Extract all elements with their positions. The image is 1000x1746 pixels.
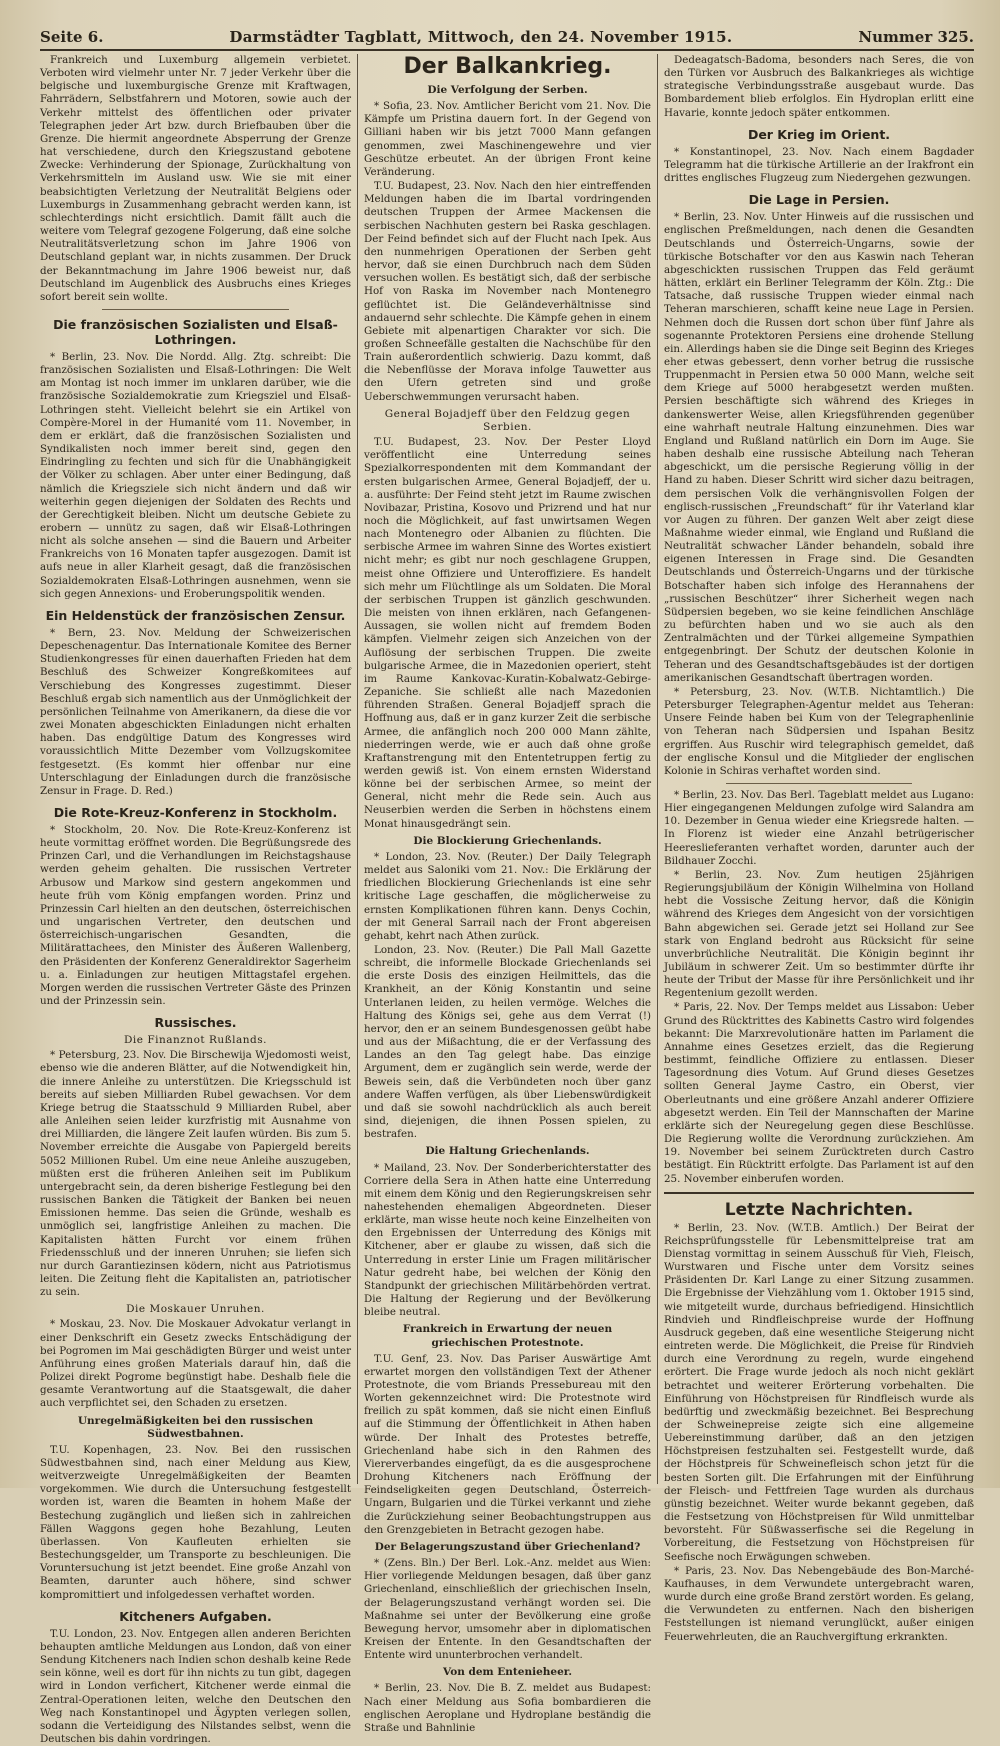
- masthead: [40, 26, 974, 51]
- article-subheading: Frankreich in Erwartung der neuen griechischen Protestnote.: [402, 1323, 613, 1349]
- section-divider: [664, 1192, 974, 1194]
- article-text: * Berlin, 23. Nov. Zum heutigen 25jährigen Regierungsjubiläum der Königin Wilhelmina von Holland hebt die Vossische Zeitung hervor, daß die Königin während des Krieges dem Angesicht von der vorsichtigen Bahn abgewichen sei. Gerade jetzt sei Holland zur See stark von England bedroht aus Rücksicht für seine unverbrüchliche Neutralität. Die Königin beginnt ihr Jubiläum in schwerer Zeit. Um so bestimmter dürfte ihr heute der Tribut der Masse für ihre Persönlichkeit und ihr Regentenium gezollt werden.: [664, 868, 974, 1000]
- article-heading: Die französischen Sozialisten und Elsaß-Lothringen.: [53, 316, 338, 347]
- newspaper-title: Darmstädter Tagblatt, Mittwoch, den 24. November 1915.: [229, 28, 733, 46]
- divider: [726, 783, 912, 784]
- article-subheading: Die Finanznot Rußlands.: [124, 1034, 267, 1047]
- article-heading: Ein Heldenstück der französischen Zensur.: [45, 607, 346, 623]
- article-text: * Berlin, 23. Nov. Das Berl. Tageblatt meldet aus Lugano: Hier eingegangenen Meldungen zufolge wird Salandra am 10. Dezember in Genua wieder eine Kriegsrede halten. — In Florenz ist wieder eine Anzahl betrügerischer Heereslieferanten verhaftet worden, darunter auch der Bildhauer Zocchi.: [664, 788, 974, 867]
- article-text: * Sofia, 23. Nov. Amtlicher Bericht vom 21. Nov. Die Kämpfe um Pristina dauern fort. In der Gegend von Gilliani haben wir bis jetzt 7000 Mann gefangen genommen, zwei Maschinengewehre und vier Geschütze erbeutet. An der übrigen Front keine Veränderung.: [364, 100, 651, 178]
- article-text: * Berlin, 23. Nov. (W.T.B. Amtlich.) Der Beirat der Reichsprüfungsstelle für Lebensmittelpreise trat am Dienstag vormittag in seinem Ausschuß für Vieh, Fleisch, Wurstwaren und Fische unter dem Vorsitz seines Präsidenten Dr. Karl Lange zu einer Sitzung zusammen. Die Ergebnisse der Viehzählung vom 1. Oktober 1915 sind, wie mitgeteilt wurde, durchaus befriedigend. Hinsichtlich Rindvieh und Rindfleischpreise wurde der Hoffnung Ausdruck gegeben, daß eine wesentliche Steigerung nicht eintreten werde. Die Möglichkeit, die Preise für Rindvieh durch eine Verordnung zu regeln, wurde eingehend erörtert. Die Frage wurde jedoch als noch nicht geklärt betrachtet und weiterer Erörterung vorbehalten. Die Einführung von Höchstpreisen für Rindfleisch wurde als bedürftig und zweckmäßig bezeichnet. Bei Besprechung der Schweinepreise zeigte sich eine allgemeine Uebereinstimmung darüber, daß an den jetzigen Höchstpreisen festzuhalten sei. Festgestellt wurde, daß der Höchstpreis für Schweinefleisch schon jetzt für die besten Sorten gilt. Die Erfahrungen mit der Einführung der Fleisch- und Fettfreien Tage wurden als durchaus günstig bezeichnet. Weiter wurde bekannt gegeben, daß die Festsetzung von Höchstpreisen für Wild unmittelbar bevorsteht. Für Süßwasserfische sei die Regelung in Vorbereitung, die Festsetzung von Höchstpreisen für Seefische noch Erwägungen schweben.: [664, 1221, 974, 1563]
- article-text: * Paris, 23. Nov. Das Nebengebäude des Bon-Marché-Kaufhauses, in dem Verwundete untergebracht waren, wurde durch eine große Brand zerstört worden. Es gelang, die Verwundeten zu entfernen. Nach den bisherigen Feststellungen ist niemand verunglückt, außer einigen Feuerwehrleuten, die an Rauchvergiftung erkrankten.: [664, 1564, 974, 1643]
- article-subheading: Die Moskauer Unruhen.: [126, 1303, 265, 1316]
- article-subheading: Von dem Entenieheer.: [443, 1666, 572, 1679]
- article-text: * Konstantinopel, 23. Nov. Nach einem Bagdader Telegramm hat die türkische Artillerie an der Irakfront ein drittes englisches Flugzeug zum Niedergehen gezwungen.: [664, 145, 974, 185]
- article-text: * Petersburg, 23. Nov. (W.T.B. Nichtamtlich.) Die Petersburger Telegraphen-Agentur meldet aus Teheran: Unsere Feinde haben bei Kum von der Telegraphenlinie von Teheran nach Südpersien und Ispahan Besitz ergriffen. Aus Ruschir wird telegraphisch gemeldet, daß der englische Konsul und die Mitglieder der englischen Kolonie in Schiras verhaftet worden sind.: [664, 685, 974, 777]
- article-text: * Moskau, 23. Nov. Die Moskauer Advokatur verlangt in einer Denkschrift ein Gesetz zwecks Entschädigung der bei Pogromen im Mai geschädigten Bürger und weist unter Anführung eines großen Materials darauf hin, daß die Polizei direkt Pogrome begünstigt habe. Deshalb fiele die gesamte Verantwortung auf die Staatsgewalt, die daher auch verpflichtet sei, den Schaden zu ersetzen.: [40, 1318, 351, 1410]
- article-text: T.U. Budapest, 23. Nov. Nach den hier eintreffenden Meldungen haben die im Ibartal vordringenden deutschen Truppen der Armee Mackensen die serbischen Nachhuten gestern bei Raska geschlagen. Der Feind befindet sich auf der Flucht nach Ipek. Aus den nunmehrigen Operationen der Serben geht hervor, daß sie einen Durchbruch nach dem Süden versuchen wollen. Es bestätigt sich, daß der serbische Hof von Raska im November nach Montenegro geflüchtet ist. Die Geländeverhältnisse sind andauernd sehr schlechte. Die Kämpfe gehen in einem Gebiete mit alpenartigen Charakter vor sich. Die großen Schneefälle gestalten die Nachschübe für den Train außerordentlich schwierig. Dazu kommt, daß die Nebenflüsse der Morava infolge Tauwetter aus den Ufern getreten sind und große Ueberschwemmungen verursacht haben.: [364, 180, 651, 403]
- article-subheading: Die Blockierung Griechenlands.: [413, 834, 602, 847]
- column-2: [358, 54, 658, 1734]
- article-text: * (Zens. Bln.) Der Berl. Lok.-Anz. meldet aus Wien: Hier vorliegende Meldungen besagen, daß über ganz Griechenland, einschließlich der griechischen Inseln, der Belagerungszustand verhängt worden sei. Die Maßnahme sei unter der Bevölkerung eine große Bewegung hervor, umsomehr aber in diplomatischen Kreisen der Entente. In den Gesandtschaften der Entente wird ununterbrochen verhandelt.: [364, 1557, 651, 1662]
- columns: [40, 54, 974, 1745]
- article-text: * Mailand, 23. Nov. Der Sonderberichterstatter des Corriere della Sera in Athen hatte eine Unterredung mit einem dem König und den Regierungskreisen sehr nahestehenden ehemaligen Abgeordneten. Dieser erklärte, man wisse heute noch keine Einzelheiten von den Ergebnissen der Unterredung des Königs mit Kitchener, aber er glaube zu wissen, daß sich die Unterredung in erster Linie um Fragen militärischer Natur gedreht habe, bei welchen der König den Standpunkt der griechischen Militärbehörden vertrat. Die Haltung der Regierung und der Bevölkerung bleibe neutral.: [364, 1161, 651, 1319]
- article-text: * Petersburg, 23. Nov. Die Birschewija Wjedomosti weist, ebenso wie die anderen Blätter, auf die Notwendigkeit hin, die innere Anleihe zu unterstützen. Die Kriegsschuld ist bereits auf sieben Milliarden Rubel gewachsen. Vor dem Kriege betrug die Staatsschuld 9 Milliarden Rubel, aber alle Anleihen seien leider kurzfristig mit Ausnahme von drei Milliarden, die längere Zeit laufen würden. Bis zum 5. November erreichte die Ausgabe von Papiergeld bereits 5052 Millionen Rubel. Um eine neue Anleihe auszugeben, müßten erst die früheren Anleihen seit im Publikum untergebracht sein, da deren bisherige Festlegung bei den russischen Banken die Tätigkeit der Banken bei neuen Emissionen hemme. Das seien die Gründe, weshalb es unmöglich sei, langfristige Anleihen zu machen. Die Kapitalisten hätten Furcht vor einem frühen Friedensschluß und der inneren Unruhen; sie liefen sich nur durch Garantiezinsen ködern, nicht aus Patriotismus leiten. Die Zeitung fleht die Kapitalisten an, patriotischer zu sein.: [40, 1049, 351, 1299]
- article-heading: Die Rote-Kreuz-Konferenz in Stockholm.: [53, 804, 338, 820]
- article-text: * Stockholm, 20. Nov. Die Rote-Kreuz-Konferenz ist heute vormittag eröffnet worden. Die Begrüßungsrede des Prinzen Carl, und die Verhandlungen im Reichstagshause werden geheim gehalten. Die russischen Vertreter Arbusow und Markow sind gestern angekommen und heute früh vom König empfangen worden. Prinz und Prinzessin Carl hielten an den deutschen, österreichischen und ungarischen Vertreter, den deutschen und österreichisch-ungarischen Gesandten, die Militärattachees, den Minister des Äußeren Wallenberg, den Präsidenten der Konferenz Generaldirektor Sagerheim u. a. Einladungen zur heutigen Mittagstafel ergehen. Morgen werden die russischen Vertreter Gäste des Prinzen und der Prinzessin sein.: [40, 823, 351, 1007]
- article-subheading: Die Verfolgung der Serben.: [427, 84, 588, 96]
- page-number: Seite 6.: [40, 28, 104, 46]
- divider: [102, 309, 289, 310]
- article-heading: Kitcheners Aufgaben.: [119, 1608, 272, 1624]
- article-text: T.U. Kopenhagen, 23. Nov. Bei den russischen Südwestbahnen sind, nach einer Meldung aus Kiew, weitverzweigte Unregelmäßigkeiten der Beamten vorgekommen. Wie durch die Untersuchung festgestellt worden ist, waren die Beamten in hohem Maße der Bestechung zugänglich und ließen sich in zahlreichen Fällen Waggons gegen hohe Bezahlung, Leuten überlassen. Von Kaufleuten erhielten sie Bestechungsgelder, um Transporte zu beschleunigen. Die Voruntersuchung ist jetzt beendet. Eine große Anzahl von Beamten, darunter auch höhere, sind schwer kompromittiert und infolgedessen verhaftet worden.: [40, 1443, 351, 1601]
- article-text: * Berlin, 23. Nov. Die B. Z. meldet aus Budapest: Nach einer Meldung aus Sofia bombardieren die englischen Aeroplane und Hydroplane beständig die Straße und Bahnlinie: [364, 1682, 651, 1734]
- article-text: Dedeagatsch-Badoma, besonders nach Seres, die von den Türken vor Ausbruch des Balkankrieges als wichtige strategische Verbindungsstraße ausgebaut wurde. Das Bombardement blieb erfolglos. Ein Hydroplan erlitt eine Havarie, konnte jedoch später entkommen.: [664, 54, 974, 119]
- article-text: * Paris, 22. Nov. Der Temps meldet aus Lissabon: Ueber Grund des Rücktrittes des Kabinetts Castro wird folgendes bekannt: Die Marxrevolutionäre hatten im Parlament die Annahme eines Gesetzes erzielt, das die Regierung bestimmt, feindliche Offiziere zu entlassen. Dieser Tagesordnung dies Votum. Auf Grund dieses Gesetzes sollten General Jayme Castro, ein Oberst, vier Oberleutnants und eine größere Anzahl anderer Offiziere abgesetzt werden. Ein Teil der Mannschaften der Marine erklärte sich der Neuregelung gegen diese Beschlüsse. Die Regierung wollte die Verordnung zurückziehen. Am 19. November bei seinem Zurücktreten durch Castro bestätigt. Ein Rücktritt erfolgte. Das Parlament ist auf den 25. November einberufen worden.: [664, 1001, 974, 1185]
- section-title: Der Balkankrieg.: [403, 54, 612, 79]
- issue-number: Nummer 325.: [858, 28, 974, 46]
- article-text: * London, 23. Nov. (Reuter.) Der Daily Telegraph meldet aus Saloniki vom 21. Nov.: Die Erklärung der friedlichen Blockierung Griechenlands ist eine sehr kritische Lage geschaffen, die möglicherweise zu ernsten Komplikationen führen kann. Denys Cochin, der mit General Sarrail nach der Front abgereisen gehabt, kehrt nach Athen zurück.: [364, 850, 651, 942]
- article-text: * Berlin, 23. Nov. Die Nordd. Allg. Ztg. schreibt: Die französischen Sozialisten und Elsaß-Lothringen: Die Welt am Montag ist noch immer im unklaren darüber, wie die französische Sozialdemokratie zum Kriegsziel und Elsaß-Lothringen steht. Vielleicht belehrt sie ein Artikel von Compère-Morel in der Humanité vom 11. November, in dem er erklärt, daß die französischen Sozialisten und Syndikalisten noch immer bereit sind, gegen den Eindringling zu fechten und sich für die Unabhängigkeit der Völker zu schlagen. Aber unter einer Bedingung, daß nämlich die Kriegsziele sich nicht ändern und daß wir weiterhin gegen diejenigen der Soldaten des Rechts und der Gerechtigkeit bleiben. Nicht um deutsche Gebiete zu erobern — unnütz zu sagen, daß wir Elsaß-Lothringen nicht als solche ansehen — sind die Bauern und Arbeiter Frankreichs von 16 Monaten tapfer ausgezogen. Damit ist aufs neue in aller Klarheit gesagt, daß die französischen Sozialdemokraten Elsaß-Lothringen ausnehmen, wenn sie sich gegen Annexions- und Eroberungspolitik wenden.: [40, 350, 351, 600]
- article-text: * Bern, 23. Nov. Meldung der Schweizerischen Depeschenagentur. Das Internationale Komitee des Berner Studienkongresses für einen dauerhaften Frieden hat dem Beschluß des Schweizer Kongreßkomitees auf Verschiebung des Kongresses zugestimmt. Dieser Beschluß ergab sich namentlich aus der Unmöglichkeit der persönlichen Teilnahme von Amerikanern, da diese die vor zwei Monaten abgeschickten Einladungen nicht erhalten haben. Das endgültige Datum des Kongresses wird voraussichtlich Mitte Dezember vom Vollzugskomitee festgesetzt. (Es kommt hier offenbar nur eine Unterschlagung der Einladungen durch die französische Zensur in Frage. D. Red.): [40, 626, 351, 797]
- article-subheading: Die Haltung Griechenlands.: [425, 1145, 590, 1158]
- article-text: Frankreich und Luxemburg allgemein verbietet. Verboten wird vielmehr unter Nr. 7 jeder Verkehr über die belgische und luxemburgische Grenze mit Kraftwagen, Fahrrädern, Selbstfahrern und Motoren, sowie auch der Verkehr mittelst des öffentlichen oder privater Telegraphen jeder Art bzw. durch Briefbauben über die Grenze. Die hiermit angeordnete Absperrung der Grenze hat verschiedene, durch den Kriegszustand gebotene Zwecke: Verhinderung der Spionage, Zurückhaltung von Verkehrsmitteln im Ausland usw. Wie sie mit einer beabsichtigten Verletzung der Neutralität Belgiens oder Luxemburgs in Zusammenhang gebracht werden kann, ist schlechterdings nicht ersichtlich. Damit fällt auch die weitere vom Telegraf gezogene Folgerung, daß eine solche Neutralitätsverletzung schon im Jahre 1906 von Deutschland geplant war, in nichts zusammen. Der Druck der Bekanntmachung im Jahre 1906 beweist nur, daß Deutschland im Augenblick des Ausbruchs eines Krieges sofort bereit sein wollte.: [40, 54, 351, 303]
- column-3: [658, 54, 974, 1643]
- article-heading: Russisches.: [154, 1015, 237, 1031]
- article-text: London, 23. Nov. (Reuter.) Die Pall Mall Gazette schreibt, die informelle Blockade Griechenlands sei die erste Dosis des einzigen Heilmittels, das die Krankheit, an der König Konstantin und seine Unterlanen leiden, zu heilen vermöge. Welches die Haltung des Königs sei, gehe aus dem Verrat (!) hervor, den er an seinem Bundesgenossen geübt habe und aus der Mißachtung, die er der Verfassung des Landes an den Tag gelegt habe. Das einzige Argument, dem er zugänglich sein werde, werde der Beweis sein, daß die Verbündeten noch über ganz andere Waffen verfügen, als über Liebenswürdigkeit und daß sie sowohl nachdrücklich als auch bereit sind, diejenigen, die ihnen Possen spielen, zu bestrafen.: [364, 944, 651, 1141]
- article-subheading: General Bojadjeff über den Feldzug gegen Serbien.: [384, 407, 631, 433]
- article-text: T.U. Budapest, 23. Nov. Der Pester Lloyd veröffentlicht eine Unterredung seines Spezialkorrespondenten mit dem Kommandant der ersten bulgarischen Armee, General Bojadjeff, der u. a. ausführte: Der Feind steht jetzt im Raume zwischen Novibazar, Pristina, Kosovo und Prizrend und hat nur noch die Möglichkeit, auf fast unwirtsamen Wegen nach Montenegro oder Albanien zu flüchten. Die serbische Armee im wahren Sinne des Wortes existiert nicht mehr; es gibt nur noch geschlagene Gruppen, meist ohne Offiziere und Unteroffiziere. Es handelt sich mehr um Flüchtlinge als um Soldaten. Die Moral der serbischen Truppen ist gänzlich geschwunden. Die meisten von ihnen erklären, nach Gefangenen-Aussagen, sie wollen nicht auf fremdem Boden kämpfen. Vielmehr zeigen sich Anzeichen von der Auflösung der serbischen Truppen. Die zweite bulgarische Armee, die in Mazedonien operiert, steht im Raume Kankovac-Kuratin-Kobalwatz-Gebirge-Zepaniche. Sie schließt alle nach Mazedonien führenden Straßen. General Bojadjeff sprach die Hoffnung aus, daß er in ganz kurzer Zeit die serbische Armee, die anfänglich noch 200 000 Mann zählte, niederringen werde, wie er auch daß ohne große Kraftanstrengung mit den Ententetruppen fertig zu werden gewiß ist. Von einem ernsten Widerstand könne bei der serbischen Armee, so meint der General, nicht mehr die Rede sein. Auch aus Neuserbien werden die Serben in höchstens einem Monat hinausgedrängt sein.: [364, 436, 651, 830]
- article-subheading: Der Belagerungszustand über Griechenland?: [374, 1540, 641, 1553]
- article-heading: Die Lage in Persien.: [748, 192, 890, 208]
- article-heading: Der Krieg im Orient.: [747, 126, 891, 142]
- section-title: Letzte Nachrichten.: [724, 1199, 914, 1220]
- article-subheading: Unregelmäßigkeiten bei den russischen Südwestbahnen.: [77, 1414, 314, 1440]
- article-text: T.U. Genf, 23. Nov. Das Pariser Auswärtige Amt erwartet morgen den vollständigen Text der Athener Protestnote, die vom Briands Pressebureau mit den Worten gekennzeichnet wird: Die Protestnote wird freilich zu spät kommen, daß sie nicht einen Einfluß auf die Stimmung der Öffentlichkeit in Athen haben würde. Der Inhalt des Protestes betreffe, Griechenland habe sich in den Rahmen des Viererverbandes eingefügt, da es die ausgesprochene Drohung Kitcheners nach Eröffnung der Feindseligkeiten gegen Deutschland, Österreich-Ungarn, Bulgarien und die Türkei verkannt und ziehe die Zurückziehung seiner Beobachtungstruppen aus den Grenzgebieten in Betracht gezogen habe.: [364, 1352, 651, 1536]
- column-1: [40, 54, 358, 1745]
- article-text: T.U. London, 23. Nov. Entgegen allen anderen Berichten behaupten amtliche Meldungen aus London, daß von einer Sendung Kitcheners nach Indien schon deshalb keine Rede sein könne, weil es dort für ihn nichts zu tun gibt, dagegen wird in London verfichert, Kitchener werde einmal die Zentral-Operationen leiten, welche den Deutschen den Weg nach Konstantinopel und Ägypten verlegen sollen, sodann die Verteidigung des Nilstandes selbst, wenn die Deutschen bis dahin vordringen.: [40, 1627, 351, 1745]
- article-text: * Berlin, 23. Nov. Unter Hinweis auf die russischen und englischen Preßmeldungen, nach denen die Gesandten Deutschlands und Österreich-Ungarns, sowie der türkische Botschafter vor den aus Kaswin nach Teheran abgeschickten russischen Truppen das Feld geräumt hätten, erklärt ein Berliner Telegramm der Köln. Ztg.: Die Tatsache, daß russische Truppen wieder einmal nach Teheran marschieren, schafft keine neue Lage in Persien. Nehmen doch die Russen dort schon über fünf Jahre als sogenannte Protektoren Persiens eine drohende Stellung ein. Allerdings haben sie die Dinge seit Beginn des Krieges eher etwas gebessert, denn vorher betrug die russische Truppenmacht in Persien etwa 50 000 Mann, welche seit dem Kriege auf 5000 herabgesetzt werden mußten. Persien beschäftigte sich während des Krieges in dankenswerter Weise, allen Kriegsführenden gegenüber eine wahrhaft neutrale Haltung einzunehmen. Dies war England und Rußland natürlich ein Dorn im Auge. Sie haben deshalb eine russische Abteilung nach Teheran abgeschickt, um die persische Regierung völlig in der Hand zu haben. Dieser Schritt wird sicher dazu beitragen, dem persischen Volk die verhängnisvollen Folgen der englisch-russischen „Freundschaft“ für ihr Vaterland klar vor Augen zu führen. Der ganzen Welt aber zeigt diese Maßnahme wieder einmal, wie England und Rußland die Neutralität schwacher Länder behandeln, sobald ihre eigenen Interessen in Frage sind. Die Gesandten Deutschlands und Österreich-Ungarns und der türkische Botschafter haben sich infolge des Herannahens der „russischen Beschützer“ ihrer Sicherheit wegen nach Südpersien begeben, wo sie keine feindlichen Anschläge zu befürchten haben und wo sie auch als den Zentralmächten und der Türkei allgemeine Sympathien entgegenbringt. Der Schutz der deutschen Kolonie in Teheran und des Gesandtschaftsgebäudes ist der dortigen amerikanischen Gesandtschaft übertragen worden.: [664, 211, 974, 684]
